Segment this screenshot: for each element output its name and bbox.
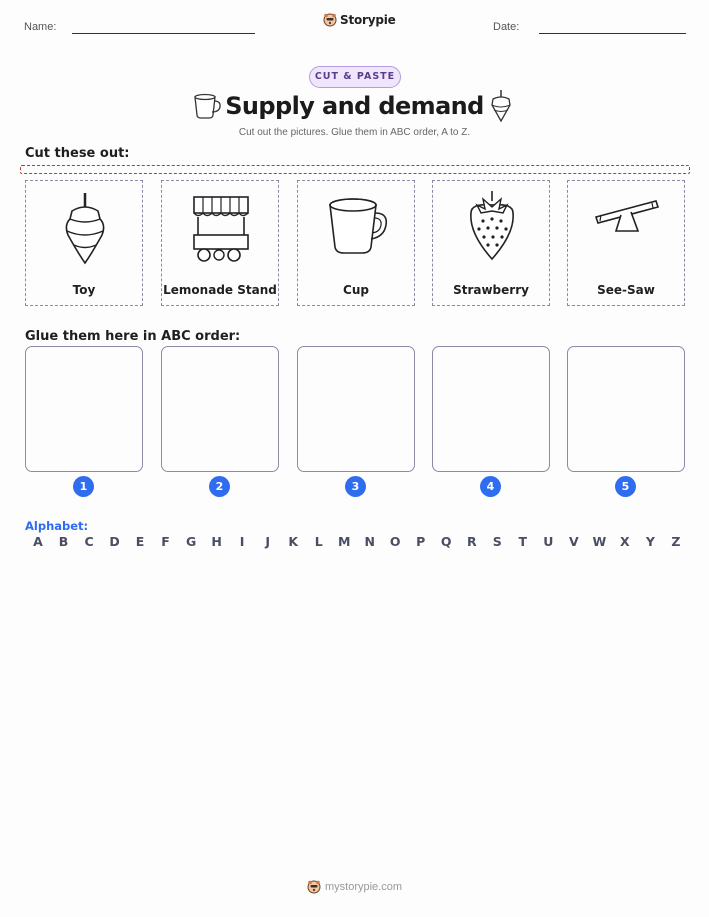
brand-logo: [323, 13, 396, 27]
see-saw-icon: [592, 187, 662, 267]
spinning-top-decoration-icon: [488, 89, 514, 123]
glue-box-1[interactable]: [25, 346, 143, 472]
name-line: [72, 33, 255, 34]
order-number-5: 5: [615, 476, 636, 497]
date-line: [539, 33, 686, 34]
alphabet-letter: N: [364, 534, 375, 549]
alphabet-letter: I: [239, 534, 245, 549]
alphabet-letter: Q: [440, 534, 452, 549]
alphabet-letter: S: [492, 534, 502, 549]
order-number-1: 1: [73, 476, 94, 497]
alphabet-letter: R: [466, 534, 477, 549]
storypie-mascot-icon: [323, 13, 337, 27]
alphabet-letter: W: [592, 534, 607, 549]
alphabet-letter: P: [416, 534, 426, 549]
activity-badge: CUT & PASTE: [309, 66, 401, 88]
alphabet-letter: X: [620, 534, 630, 549]
glue-box-3[interactable]: [297, 346, 415, 472]
card-label: Toy: [72, 283, 96, 297]
order-number-4: 4: [480, 476, 501, 497]
page-title: Supply and demand: [225, 92, 484, 120]
alphabet-letter: L: [314, 534, 323, 549]
glue-box-4[interactable]: [432, 346, 550, 472]
storypie-mascot-icon: [307, 880, 321, 894]
cut-card-strawberry[interactable]: [432, 180, 550, 306]
glue-section-heading: Glue them here in ABC order:: [25, 329, 241, 344]
alphabet-letter: U: [543, 534, 554, 549]
lemonade-stand-icon: [186, 187, 256, 267]
card-label: See-Saw: [597, 283, 655, 297]
card-label: Cup: [343, 283, 369, 297]
alphabet-letter: G: [185, 534, 197, 549]
alphabet-letter: E: [135, 534, 145, 549]
footer-site[interactable]: mystorypie.com: [325, 881, 403, 893]
alphabet-letter: D: [109, 534, 120, 549]
alphabet-letter: M: [337, 534, 351, 549]
alphabet-heading: Alphabet:: [25, 519, 89, 533]
name-label: Name:: [24, 21, 57, 33]
cut-card-cup[interactable]: [297, 180, 415, 306]
card-label: Lemonade Stand: [163, 283, 277, 297]
alphabet-letter: V: [568, 534, 579, 549]
alphabet-letter: Z: [671, 534, 681, 549]
alphabet-row: [31, 534, 683, 549]
alphabet-letter: J: [265, 534, 270, 549]
order-number-2: 2: [209, 476, 230, 497]
cut-card-lemonade-stand[interactable]: [161, 180, 279, 306]
alphabet-letter: F: [161, 534, 170, 549]
alphabet-letter: A: [33, 534, 43, 549]
alphabet-letter: C: [84, 534, 94, 549]
alphabet-letter: T: [518, 534, 528, 549]
cut-card-toy[interactable]: [25, 180, 143, 306]
card-label: Strawberry: [453, 283, 529, 297]
alphabet-letter: K: [288, 534, 298, 549]
glue-box-2[interactable]: [161, 346, 279, 472]
cup-icon: [322, 187, 392, 267]
cut-section-heading: Cut these out:: [25, 146, 130, 161]
alphabet-letter: Y: [645, 534, 655, 549]
brand-name: Storypie: [340, 13, 396, 27]
date-label: Date:: [493, 21, 520, 33]
glue-box-5[interactable]: [567, 346, 685, 472]
alphabet-letter: B: [58, 534, 69, 549]
instructions: Cut out the pictures. Glue them in ABC order, A to Z.: [238, 127, 471, 138]
cut-card-see-saw[interactable]: [567, 180, 685, 306]
cut-line: [20, 165, 690, 174]
strawberry-icon: [457, 187, 527, 267]
spinning-top-icon: [50, 187, 120, 267]
footer: [307, 880, 402, 894]
alphabet-letter: H: [211, 534, 222, 549]
order-number-3: 3: [345, 476, 366, 497]
alphabet-letter: O: [389, 534, 401, 549]
